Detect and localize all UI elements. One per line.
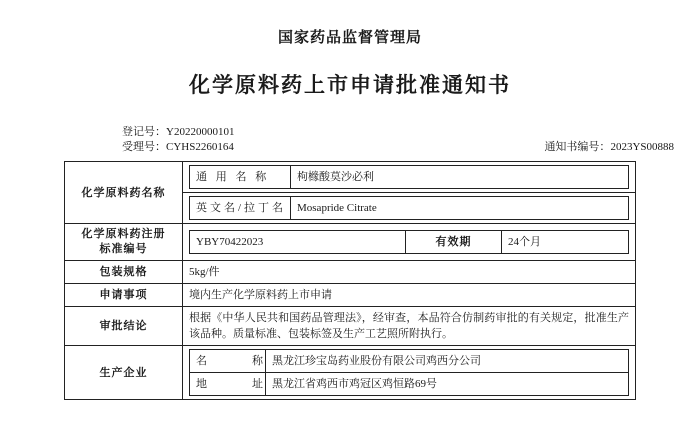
row-label-drug-name: 化学原料药名称 xyxy=(65,162,183,224)
manufacturer-name-key: 名 称 xyxy=(190,350,266,373)
document-page xyxy=(0,26,700,426)
manufacturer-address-value: 黑龙江省鸡西市鸡冠区鸡恒路69号 xyxy=(266,373,629,396)
conclusion-value: 根据《中华人民共和国药品管理法》，经审查，本品符合仿制药审批的有关规定，批准生产该品种。质量标准、包装标签及生产工艺照所附执行。 xyxy=(183,307,636,346)
page-title: 化学原料药上市申请批准通知书 xyxy=(189,73,511,97)
table-row-package xyxy=(65,261,636,284)
row-label-reg-standard-line1: 化学原料药注册 xyxy=(81,228,166,240)
manufacturer-subtable xyxy=(189,349,629,396)
register-no-label: 登记号： xyxy=(122,126,166,138)
table-row-reg-standard xyxy=(65,224,636,261)
manufacturer-name-value: 黑龙江珍宝岛药业股份有限公司鸡西分公司 xyxy=(266,350,629,373)
approval-table xyxy=(64,161,636,400)
table-row-conclusion xyxy=(65,307,636,346)
table-row-drug-name xyxy=(65,162,636,193)
issuing-authority: 国家药品监督管理局 xyxy=(277,30,422,46)
table-row-application xyxy=(65,284,636,307)
register-no-value: Y20220000101 xyxy=(166,126,235,138)
english-name-value: Mosapride Citrate xyxy=(291,197,629,220)
row-label-conclusion: 审批结论 xyxy=(65,307,183,346)
generic-name-key: 通 用 名 称 xyxy=(190,166,291,189)
cell-reg-standard xyxy=(183,224,636,261)
table-row-manufacturer xyxy=(65,346,636,400)
manufacturer-address-key: 地 址 xyxy=(190,373,266,396)
package-value: 5kg/件 xyxy=(183,261,636,284)
notice-no-value: 2023YS00888 xyxy=(610,141,674,153)
notice-no-label: 通知书编号： xyxy=(544,141,611,153)
register-no-row xyxy=(122,125,674,140)
row-label-package: 包装规格 xyxy=(65,261,183,284)
receipt-no-label: 受理号： xyxy=(122,141,166,153)
application-value: 境内生产化学原料药上市申请 xyxy=(183,284,636,307)
english-name-subtable xyxy=(189,196,629,220)
cell-manufacturer xyxy=(183,346,636,400)
cell-english-name xyxy=(183,193,636,224)
generic-name-value: 枸橼酸莫沙必利 xyxy=(291,166,629,189)
english-name-key: 英文名/拉丁名 xyxy=(190,197,291,220)
notice-no-row xyxy=(544,140,674,155)
reg-standard-subtable xyxy=(189,230,629,254)
generic-name-subtable xyxy=(189,165,629,189)
validity-value: 24个月 xyxy=(502,231,629,254)
reg-standard-value: YBY70422023 xyxy=(190,231,406,254)
receipt-no-value: CYHS2260164 xyxy=(166,141,234,153)
meta-block xyxy=(0,125,700,155)
validity-label: 有效期 xyxy=(406,231,502,254)
row-label-reg-standard xyxy=(65,224,183,261)
row-label-application: 申请事项 xyxy=(65,284,183,307)
row-label-manufacturer: 生产企业 xyxy=(65,346,183,400)
row-label-reg-standard-line2: 标准编号 xyxy=(99,243,148,255)
cell-generic-name xyxy=(183,162,636,193)
